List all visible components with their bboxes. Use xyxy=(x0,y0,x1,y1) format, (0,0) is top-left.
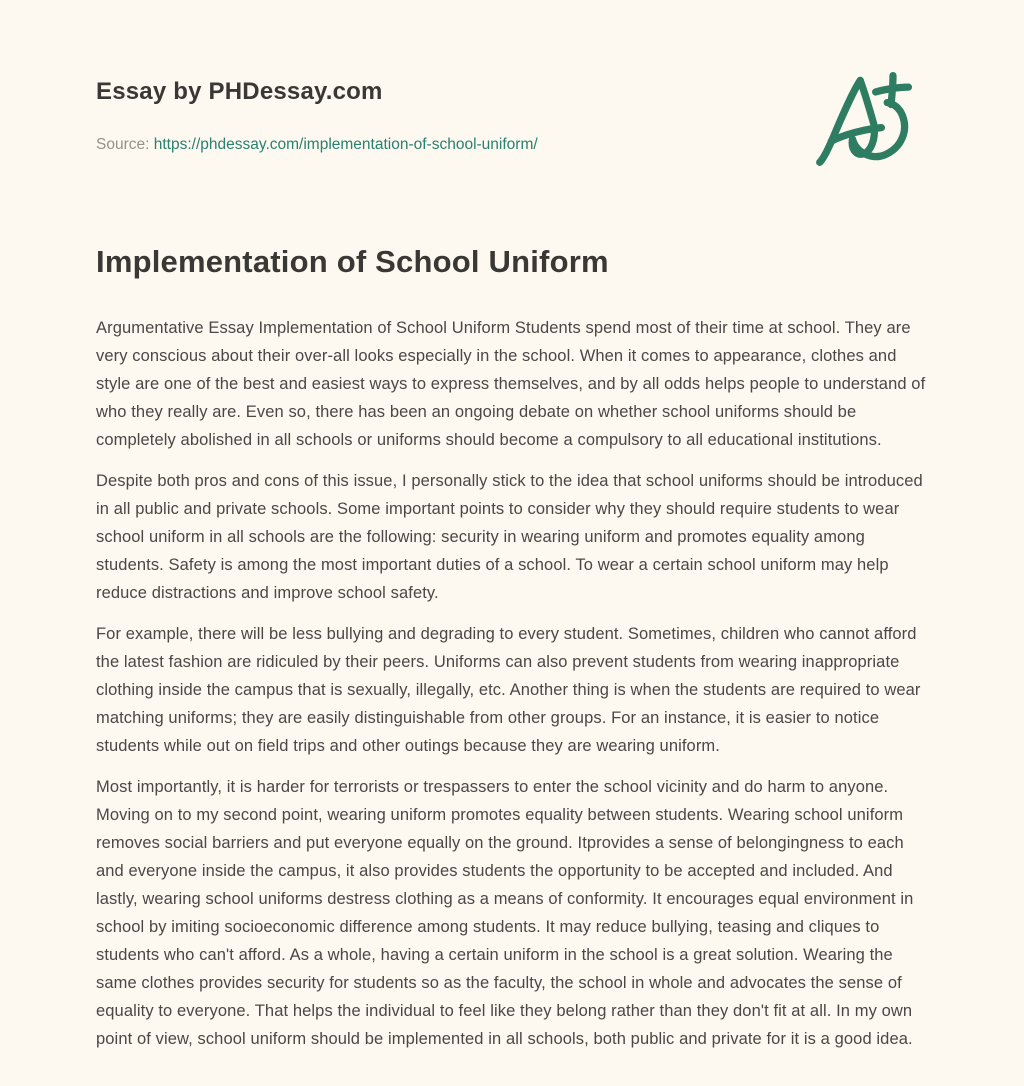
header-text-block xyxy=(96,76,538,154)
article-title: Implementation of School Uniform xyxy=(96,244,609,279)
essay-paragraph-2: Despite both pros and cons of this issue, I personally stick to the idea that school uniforms should be introduced in all public and private schools. Some important points to consider why they should require students to wear school uniform in all schools are the following: security in wearing uniform and promotes equality among students. Safety is among the most important duties of a school. To wear a certain school uniform may help reduce distractions and improve school safety. xyxy=(96,472,923,602)
page-header xyxy=(96,76,928,172)
source-label: Source: xyxy=(96,136,150,153)
article-body xyxy=(96,314,928,1086)
content-container xyxy=(96,0,928,1086)
source-url-link[interactable]: https://phdessay.com/implementation-of-school-uniform/ xyxy=(153,136,538,153)
site-title: Essay by PHDessay.com xyxy=(96,78,383,105)
essay-paragraph-4: Most importantly, it is harder for terrorists or trespassers to enter the school vicinity and do harm to anyone. Moving on to my second point, wearing uniform promotes equality between students. Wearing school uniform removes social barriers and put everyone equally on the ground. Itprovides a sense of belongingness to each and everyone inside the campus, it also provides students the opportunity to be accepted and included. And lastly, wearing school uniforms destress clothing as a means of conformity. It encourages equal environment in school by imiting socioeconomic difference among students. It may reduce bullying, teasing and cliques to students who can't afford. As a whole, having a certain uniform in the school is a great solution. Wearing the same clothes provides security for students so as the faculty, the school in whole and advocates the sense of equality to everyone. That helps the individual to feel like they belong rather than they don't fit at all. In my own point of view, school uniform should be implemented in all schools, both public and private for it is a good idea. xyxy=(96,778,914,1048)
a-plus-logo-icon xyxy=(808,64,924,172)
source-line xyxy=(96,136,538,154)
essay-paragraph-3: For example, there will be less bullying and degrading to every student. Sometimes, children who cannot afford the latest fashion are ridiculed by their peers. Uniforms can also prevent students from wearing inappropriate clothing inside the campus that is sexually, illegally, etc. Another thing is when the students are required to wear matching uniforms; they are easily distinguishable from other groups. For an instance, it is easier to notice students while out on field trips and other outings because they are wearing uniform. xyxy=(96,625,921,755)
essay-paragraph-1: Argumentative Essay Implementation of School Uniform Students spend most of their time at school. They are very conscious about their over-all looks especially in the school. When it comes to appearance, clothes and style are one of the best and easiest ways to express themselves, and by all odds helps people to understand of who they really are. Even so, there has been an ongoing debate on whether school uniforms should be completely abolished in all schools or uniforms should become a compulsory to all educational institutions. xyxy=(96,319,926,449)
